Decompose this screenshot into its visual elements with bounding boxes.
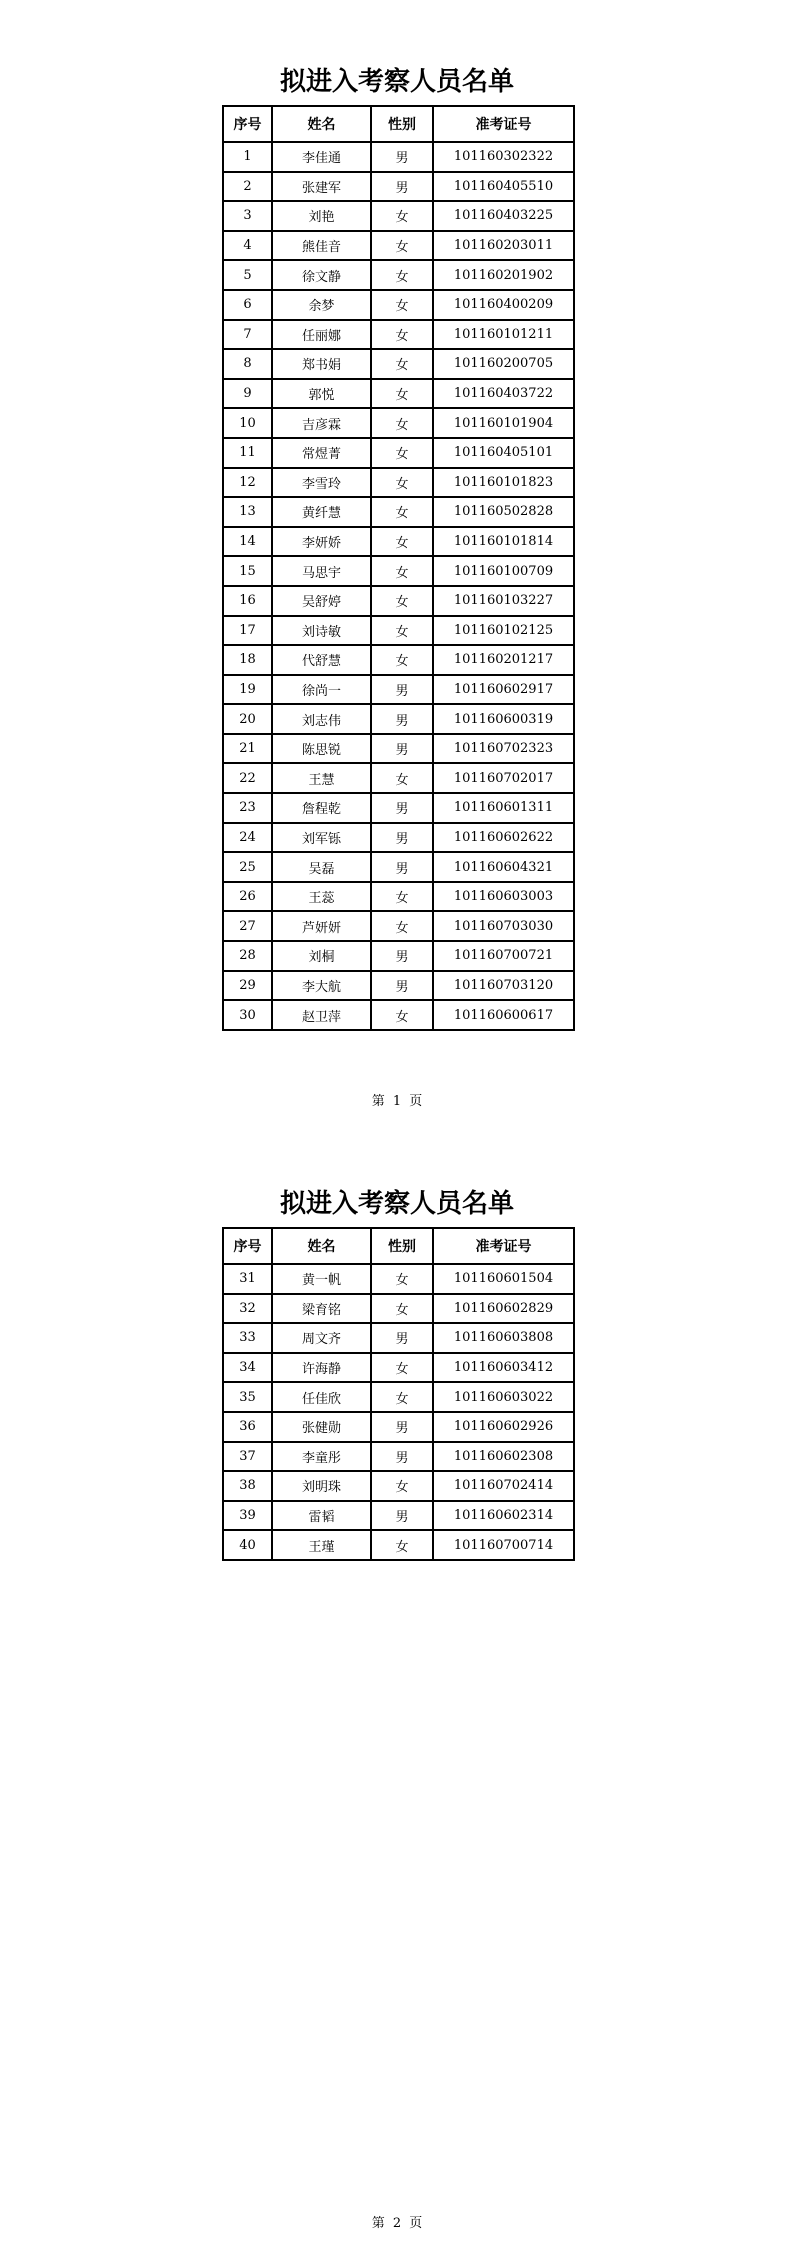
cell-name: 刘志伟 (272, 704, 371, 734)
cell-name: 李大航 (272, 971, 371, 1001)
cell-exam-number: 101160604321 (433, 852, 574, 882)
candidate-table (222, 1227, 575, 1561)
table-row (223, 556, 574, 586)
cell-gender: 男 (371, 142, 433, 172)
cell-name: 吴舒婷 (272, 586, 371, 616)
table-body (223, 142, 574, 1030)
header-gender: 性别 (371, 1228, 433, 1264)
cell-gender: 女 (371, 497, 433, 527)
table-row (223, 468, 574, 498)
cell-exam-number: 101160601311 (433, 793, 574, 823)
page-number: 第 1 页 (371, 1094, 423, 1109)
cell-exam-number: 101160400209 (433, 290, 574, 320)
cell-serial-number: 9 (223, 379, 272, 409)
table-row (223, 823, 574, 853)
table-row (223, 201, 574, 231)
cell-exam-number: 101160702414 (433, 1471, 574, 1501)
cell-gender: 女 (371, 1000, 433, 1030)
table-row (223, 379, 574, 409)
table-row (223, 586, 574, 616)
table-row (223, 1264, 574, 1294)
cell-name: 代舒慧 (272, 645, 371, 675)
cell-exam-number: 101160700714 (433, 1530, 574, 1560)
cell-gender: 男 (371, 852, 433, 882)
header-exam-number: 准考证号 (433, 1228, 574, 1264)
cell-gender: 女 (371, 882, 433, 912)
cell-exam-number: 101160101823 (433, 468, 574, 498)
cell-name: 吉彦霖 (272, 408, 371, 438)
table-row (223, 763, 574, 793)
cell-name: 王蕊 (272, 882, 371, 912)
cell-serial-number: 32 (223, 1294, 272, 1324)
cell-name: 陈思锐 (272, 734, 371, 764)
cell-exam-number: 101160700721 (433, 941, 574, 971)
table-row (223, 408, 574, 438)
cell-serial-number: 19 (223, 675, 272, 705)
cell-gender: 女 (371, 1382, 433, 1412)
cell-serial-number: 29 (223, 971, 272, 1001)
table-row (223, 527, 574, 557)
cell-gender: 女 (371, 349, 433, 379)
cell-serial-number: 2 (223, 172, 272, 202)
cell-exam-number: 101160602926 (433, 1412, 574, 1442)
cell-exam-number: 101160502828 (433, 497, 574, 527)
cell-name: 李妍娇 (272, 527, 371, 557)
header-name: 姓名 (272, 106, 371, 142)
cell-gender: 女 (371, 911, 433, 941)
cell-gender: 女 (371, 1471, 433, 1501)
cell-name: 雷韬 (272, 1501, 371, 1531)
cell-name: 张健勋 (272, 1412, 371, 1442)
cell-serial-number: 5 (223, 260, 272, 290)
cell-exam-number: 101160201217 (433, 645, 574, 675)
cell-gender: 女 (371, 1353, 433, 1383)
cell-serial-number: 37 (223, 1442, 272, 1472)
cell-gender: 女 (371, 1294, 433, 1324)
cell-gender: 男 (371, 971, 433, 1001)
cell-gender: 女 (371, 527, 433, 557)
cell-exam-number: 101160702017 (433, 763, 574, 793)
cell-gender: 女 (371, 586, 433, 616)
cell-gender: 男 (371, 675, 433, 705)
cell-serial-number: 8 (223, 349, 272, 379)
cell-exam-number: 101160703030 (433, 911, 574, 941)
cell-serial-number: 31 (223, 1264, 272, 1294)
table-row (223, 1000, 574, 1030)
cell-name: 张建军 (272, 172, 371, 202)
table-row (223, 497, 574, 527)
cell-gender: 男 (371, 1501, 433, 1531)
table-row (223, 231, 574, 261)
cell-serial-number: 11 (223, 438, 272, 468)
table-row (223, 1323, 574, 1353)
cell-gender: 女 (371, 201, 433, 231)
cell-gender: 男 (371, 734, 433, 764)
table-row (223, 675, 574, 705)
cell-name: 刘军铄 (272, 823, 371, 853)
table-row (223, 320, 574, 350)
cell-exam-number: 101160201902 (433, 260, 574, 290)
cell-serial-number: 26 (223, 882, 272, 912)
cell-gender: 女 (371, 556, 433, 586)
cell-name: 李童彤 (272, 1442, 371, 1472)
cell-gender: 女 (371, 468, 433, 498)
header-serial-number: 序号 (223, 106, 272, 142)
cell-name: 刘艳 (272, 201, 371, 231)
cell-gender: 女 (371, 1530, 433, 1560)
cell-exam-number: 101160403722 (433, 379, 574, 409)
cell-serial-number: 38 (223, 1471, 272, 1501)
table-header-row (223, 106, 574, 142)
table-row (223, 260, 574, 290)
cell-exam-number: 101160103227 (433, 586, 574, 616)
cell-exam-number: 101160603022 (433, 1382, 574, 1412)
cell-name: 李佳通 (272, 142, 371, 172)
cell-name: 任佳欣 (272, 1382, 371, 1412)
cell-name: 吴磊 (272, 852, 371, 882)
table-row (223, 1412, 574, 1442)
cell-exam-number: 101160405510 (433, 172, 574, 202)
cell-gender: 男 (371, 172, 433, 202)
table-row (223, 1294, 574, 1324)
cell-name: 黄纤慧 (272, 497, 371, 527)
cell-serial-number: 4 (223, 231, 272, 261)
table-row (223, 793, 574, 823)
cell-name: 马思宇 (272, 556, 371, 586)
cell-gender: 女 (371, 260, 433, 290)
cell-serial-number: 36 (223, 1412, 272, 1442)
header-gender: 性别 (371, 106, 433, 142)
table-row (223, 882, 574, 912)
cell-serial-number: 10 (223, 408, 272, 438)
cell-name: 黄一帆 (272, 1264, 371, 1294)
table-row (223, 142, 574, 172)
cell-serial-number: 14 (223, 527, 272, 557)
cell-serial-number: 28 (223, 941, 272, 971)
cell-exam-number: 101160200705 (433, 349, 574, 379)
table-row (223, 349, 574, 379)
cell-exam-number: 101160100709 (433, 556, 574, 586)
cell-name: 许海静 (272, 1353, 371, 1383)
cell-exam-number: 101160702323 (433, 734, 574, 764)
page-title: 拟进入考察人员名单 (279, 1189, 514, 1219)
cell-exam-number: 101160602314 (433, 1501, 574, 1531)
cell-gender: 男 (371, 704, 433, 734)
cell-gender: 男 (371, 1323, 433, 1353)
table-body (223, 1264, 574, 1560)
cell-gender: 女 (371, 320, 433, 350)
cell-name: 郭悦 (272, 379, 371, 409)
cell-name: 常煜菁 (272, 438, 371, 468)
cell-name: 王瑾 (272, 1530, 371, 1560)
cell-exam-number: 101160603003 (433, 882, 574, 912)
cell-gender: 女 (371, 438, 433, 468)
cell-gender: 男 (371, 1442, 433, 1472)
cell-serial-number: 13 (223, 497, 272, 527)
cell-exam-number: 101160101814 (433, 527, 574, 557)
cell-serial-number: 40 (223, 1530, 272, 1560)
cell-name: 王慧 (272, 763, 371, 793)
cell-exam-number: 101160203011 (433, 231, 574, 261)
header-exam-number: 准考证号 (433, 106, 574, 142)
cell-exam-number: 101160603808 (433, 1323, 574, 1353)
cell-serial-number: 7 (223, 320, 272, 350)
cell-exam-number: 101160101211 (433, 320, 574, 350)
table-header-row (223, 1228, 574, 1264)
cell-gender: 男 (371, 1412, 433, 1442)
cell-exam-number: 101160102125 (433, 616, 574, 646)
table-row (223, 734, 574, 764)
table-row (223, 971, 574, 1001)
cell-exam-number: 101160302322 (433, 142, 574, 172)
cell-name: 刘明珠 (272, 1471, 371, 1501)
cell-exam-number: 101160602917 (433, 675, 574, 705)
table-row (223, 1530, 574, 1560)
page-number: 第 2 页 (371, 2216, 423, 2231)
cell-name: 郑书娟 (272, 349, 371, 379)
cell-name: 芦妍妍 (272, 911, 371, 941)
table-row (223, 645, 574, 675)
cell-serial-number: 3 (223, 201, 272, 231)
cell-name: 赵卫萍 (272, 1000, 371, 1030)
cell-gender: 男 (371, 941, 433, 971)
cell-exam-number: 101160403225 (433, 201, 574, 231)
table-row (223, 172, 574, 202)
cell-serial-number: 22 (223, 763, 272, 793)
cell-serial-number: 18 (223, 645, 272, 675)
cell-gender: 女 (371, 1264, 433, 1294)
cell-serial-number: 27 (223, 911, 272, 941)
cell-exam-number: 101160101904 (433, 408, 574, 438)
table-row (223, 1442, 574, 1472)
table-row (223, 1501, 574, 1531)
cell-serial-number: 12 (223, 468, 272, 498)
cell-serial-number: 30 (223, 1000, 272, 1030)
cell-name: 熊佳音 (272, 231, 371, 261)
cell-name: 徐文静 (272, 260, 371, 290)
cell-exam-number: 101160602829 (433, 1294, 574, 1324)
cell-exam-number: 101160703120 (433, 971, 574, 1001)
cell-serial-number: 15 (223, 556, 272, 586)
table-row (223, 852, 574, 882)
candidate-table (222, 105, 575, 1031)
cell-name: 徐尚一 (272, 675, 371, 705)
cell-serial-number: 1 (223, 142, 272, 172)
cell-name: 李雪玲 (272, 468, 371, 498)
table-row (223, 1471, 574, 1501)
cell-serial-number: 21 (223, 734, 272, 764)
cell-serial-number: 33 (223, 1323, 272, 1353)
cell-gender: 男 (371, 823, 433, 853)
table-row (223, 911, 574, 941)
cell-name: 周文齐 (272, 1323, 371, 1353)
cell-serial-number: 20 (223, 704, 272, 734)
cell-serial-number: 16 (223, 586, 272, 616)
header-name: 姓名 (272, 1228, 371, 1264)
cell-gender: 女 (371, 645, 433, 675)
table-row (223, 1353, 574, 1383)
table-row (223, 1382, 574, 1412)
cell-exam-number: 101160601504 (433, 1264, 574, 1294)
table-row (223, 704, 574, 734)
cell-gender: 女 (371, 616, 433, 646)
table-row (223, 290, 574, 320)
cell-name: 余梦 (272, 290, 371, 320)
cell-gender: 女 (371, 763, 433, 793)
cell-serial-number: 23 (223, 793, 272, 823)
table-row (223, 941, 574, 971)
table-row (223, 616, 574, 646)
cell-exam-number: 101160600617 (433, 1000, 574, 1030)
page-2 (0, 1122, 794, 2244)
cell-exam-number: 101160602622 (433, 823, 574, 853)
cell-name: 梁育铭 (272, 1294, 371, 1324)
page-title: 拟进入考察人员名单 (279, 67, 514, 97)
cell-serial-number: 6 (223, 290, 272, 320)
header-serial-number: 序号 (223, 1228, 272, 1264)
cell-exam-number: 101160602308 (433, 1442, 574, 1472)
cell-serial-number: 24 (223, 823, 272, 853)
table-row (223, 438, 574, 468)
cell-exam-number: 101160405101 (433, 438, 574, 468)
cell-serial-number: 17 (223, 616, 272, 646)
cell-name: 詹程乾 (272, 793, 371, 823)
cell-gender: 女 (371, 231, 433, 261)
cell-gender: 女 (371, 408, 433, 438)
cell-gender: 女 (371, 290, 433, 320)
cell-exam-number: 101160600319 (433, 704, 574, 734)
cell-gender: 男 (371, 793, 433, 823)
cell-name: 刘桐 (272, 941, 371, 971)
cell-name: 刘诗敏 (272, 616, 371, 646)
cell-gender: 女 (371, 379, 433, 409)
cell-serial-number: 34 (223, 1353, 272, 1383)
cell-serial-number: 39 (223, 1501, 272, 1531)
cell-serial-number: 35 (223, 1382, 272, 1412)
cell-serial-number: 25 (223, 852, 272, 882)
cell-exam-number: 101160603412 (433, 1353, 574, 1383)
cell-name: 任丽娜 (272, 320, 371, 350)
